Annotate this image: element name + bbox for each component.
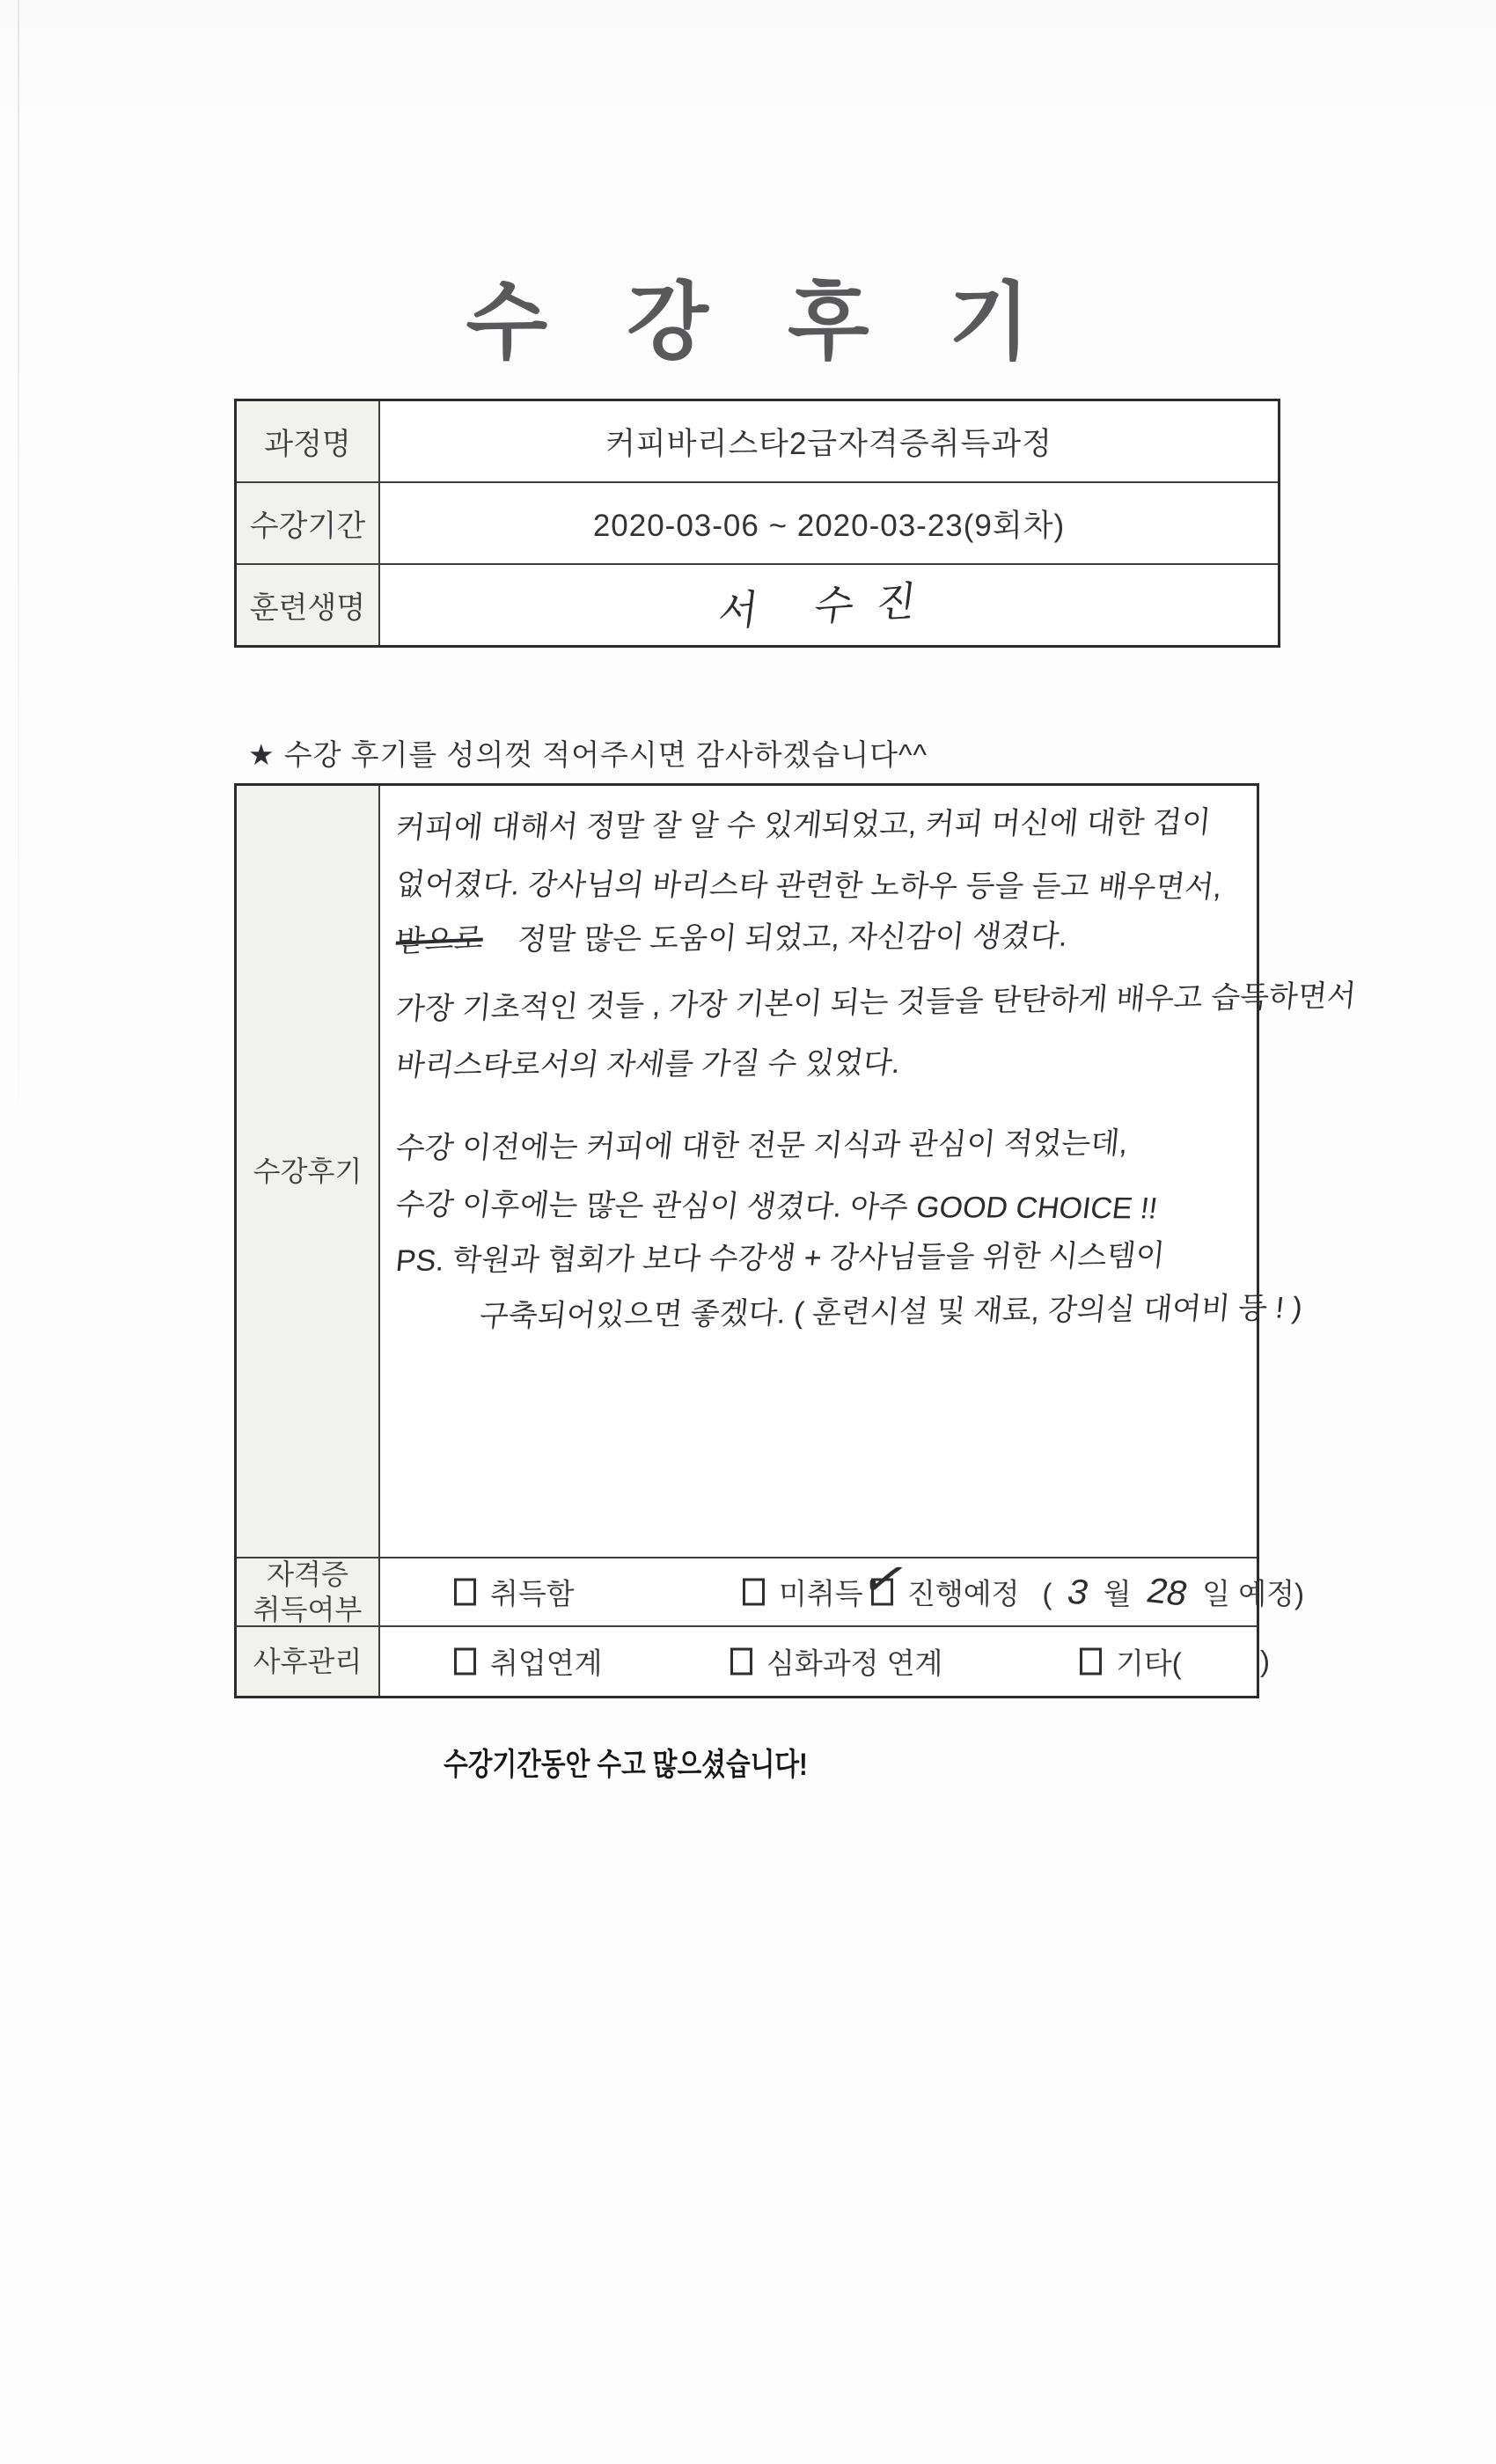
option-advanced-course: 심화과정 연계 [730, 1641, 942, 1683]
course-info-table [234, 399, 1280, 648]
checkbox-icon [1080, 1648, 1102, 1676]
review-line: 구축되어있으면 좋겠다. ( 훈련시설 및 재료, 강의실 대여비 등 ! ) [478, 1291, 1304, 1334]
course-period-label: 수강기간 [237, 483, 380, 563]
review-line: 수강 이전에는 커피에 대한 전문 지식과 관심이 적었는데, [394, 1126, 1130, 1165]
option-acquired: 취득함 [454, 1572, 575, 1613]
review-line: 없어졌다. 강사님의 바리스타 관련한 노하우 등을 듣고 배우면서, [393, 868, 1224, 905]
review-line: 수강 이후에는 많은 관심이 생겼다. 아주 GOOD CHOICE !! [393, 1188, 1160, 1226]
crossed-out-word: 받으로 [394, 921, 484, 959]
closing-message: 수강기간동안 수고 많으셨습니다! [444, 1748, 808, 1782]
handwritten-month: 3 [1063, 1572, 1093, 1613]
followup-row [237, 1625, 1270, 1696]
trainee-signature: 서 수진 [715, 576, 942, 634]
option-other: 기타( [1080, 1641, 1182, 1683]
course-name-value: 커피바리스타2급자격증취득과정 [605, 426, 1052, 461]
checkbox-icon [854, 1548, 915, 1611]
review-line: 커피에 대해서 정말 잘 알 수 있게되었고, 커피 머신에 대한 겁이 [394, 805, 1213, 845]
followup-label: 사후관리 [237, 1627, 380, 1696]
paren-close: ) [1260, 1645, 1270, 1677]
scan-artifact-line [18, 0, 19, 1188]
review-table [234, 783, 1358, 1698]
table-row [237, 481, 1278, 563]
checkbox-icon [454, 1648, 476, 1676]
course-period-value: 2020-03-06 ~ 2020-03-23(9회차) [592, 508, 1066, 543]
trainee-name-label: 훈련생명 [237, 565, 380, 645]
review-line: 받으로 정말 많은 도움이 되었고, 자신감이 생겼다. [393, 906, 1358, 969]
handwritten-review [380, 786, 1358, 1346]
checkbox-icon [454, 1579, 476, 1606]
table-row [237, 401, 1278, 481]
checkbox-icon [730, 1648, 752, 1676]
option-not-acquired: 미취득 [743, 1572, 863, 1613]
review-line: 가장 기초적인 것들 , 가장 기본이 되는 것들을 탄탄하게 배우고 습득하면서 [394, 979, 1358, 1026]
option-scheduled: ✓ 진행예정 ( 3 월 28 일 예정) [854, 1548, 1304, 1614]
review-line: 바리스타로서의 자세를 가질 수 있었다. [393, 1046, 903, 1082]
course-name-label: 과정명 [237, 401, 380, 481]
review-line: PS. 학원과 협회가 보다 수강생 + 강사님들을 위한 시스템이 [394, 1238, 1167, 1278]
certificate-row [237, 1548, 1304, 1625]
paren-open: ( [1042, 1577, 1052, 1610]
page-title: 수 강 후 기 [466, 275, 1059, 370]
month-unit: 월 [1103, 1577, 1132, 1610]
instruction-note: ★ 수강 후기를 성의껏 적어주시면 감사하겠습니다^^ [248, 738, 928, 771]
table-row [237, 563, 1278, 645]
handwritten-check-icon: ✓ [854, 1548, 915, 1611]
day-unit: 일 예정) [1202, 1577, 1304, 1610]
certificate-label: 자격증 취득여부 [237, 1558, 380, 1625]
option-job-link: 취업연계 [454, 1641, 603, 1683]
handwritten-day: 28 [1142, 1571, 1192, 1614]
review-label: 수강후기 [237, 786, 380, 1557]
review-row [237, 786, 1358, 1557]
checkbox-icon [743, 1579, 765, 1606]
